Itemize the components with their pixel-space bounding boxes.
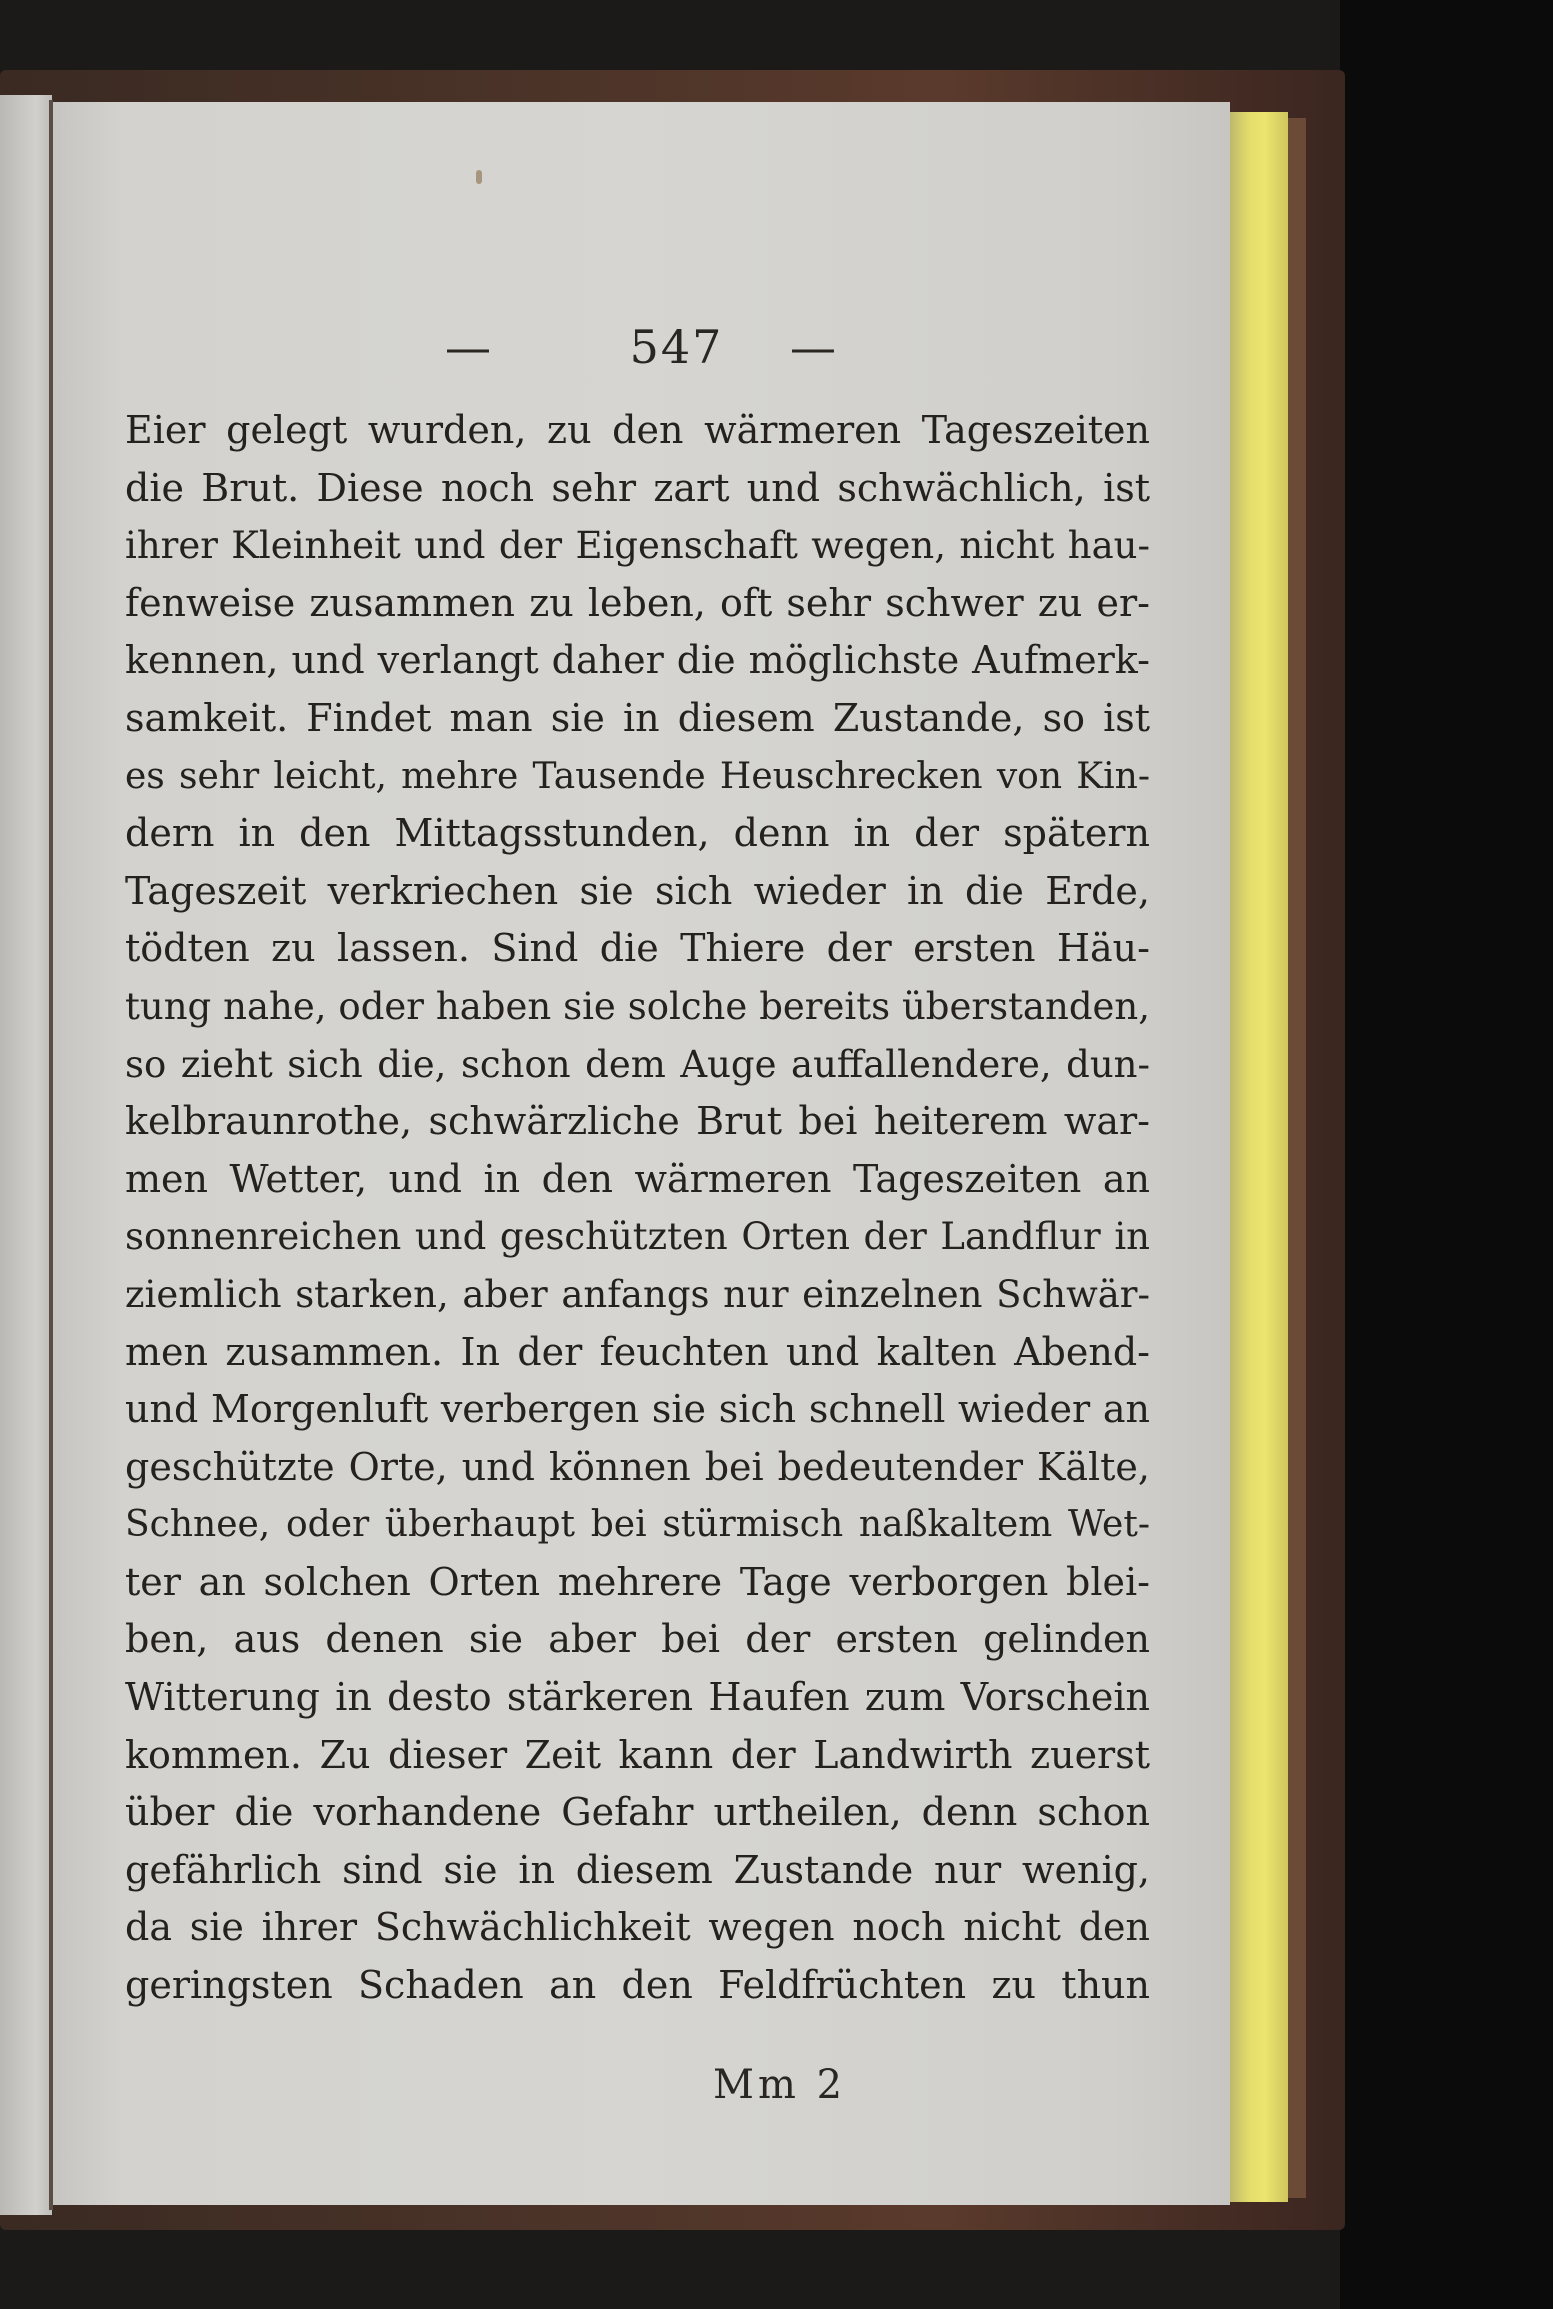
text-line: so zieht sich die, schon dem Auge auffallendere, dun- (125, 1042, 1150, 1086)
ink-smudge (476, 170, 482, 184)
signature-mark: Mm 2 (713, 2062, 847, 2108)
background-dark-edge (1340, 0, 1553, 2309)
binding-shadow (1288, 118, 1306, 2198)
text-line: tödten zu lassen. Sind die Thiere der ersten Häu- (125, 926, 1150, 971)
text-line: men Wetter, und in den wärmeren Tageszeiten an (125, 1156, 1150, 1201)
gilt-page-edge (1230, 112, 1288, 2202)
text-line: men zusammen. In der feuchten und kalten Abend- (125, 1329, 1150, 1374)
text-line: samkeit. Findet man sie in diesem Zustande, so ist (125, 695, 1150, 740)
text-line: ter an solchen Orten mehrere Tage verborgen blei- (125, 1559, 1150, 1604)
previous-page-edge (0, 95, 52, 2215)
text-line: ihrer Kleinheit und der Eigenschaft wegen, nicht hau- (125, 524, 1150, 568)
text-line: Eier gelegt wurden, zu den wärmeren Tageszeiten (125, 408, 1150, 452)
text-line: geringsten Schaden an den Feldfrüchten zu thun (125, 1963, 1150, 2008)
text-line: kelbraunrothe, schwärzliche Brut bei heiterem war- (125, 1099, 1150, 1144)
body-text (125, 402, 1150, 2015)
text-line: über die vorhandene Gefahr urtheilen, denn schon (125, 1790, 1150, 1835)
header-right-dash: — (790, 320, 839, 374)
book-page (53, 102, 1230, 2205)
text-line: kennen, und verlangt daher die möglichste Aufmerk- (125, 638, 1150, 683)
text-line: da sie ihrer Schwächlichkeit wegen noch nicht den (125, 1905, 1150, 1950)
text-line: kommen. Zu dieser Zeit kann der Landwirth zuerst (125, 1732, 1150, 1777)
text-line: die Brut. Diese noch sehr zart und schwächlich, ist (125, 465, 1150, 510)
text-line: Witterung in desto stärkeren Haufen zum Vorschein (125, 1675, 1150, 1720)
text-line: gefährlich sind sie in diesem Zustande nur wenig, (125, 1847, 1150, 1892)
page-header (53, 320, 1230, 374)
header-left-dash: — (444, 320, 493, 374)
text-line: und Morgenluft verbergen sie sich schnell wieder an (125, 1387, 1150, 1432)
text-line: geschützte Orte, und können bei bedeutender Kälte, (125, 1444, 1150, 1489)
text-line: Tageszeit verkriechen sie sich wieder in die Erde, (125, 868, 1150, 913)
text-line: tung nahe, oder haben sie solche bereits überstanden, (125, 984, 1150, 1028)
text-line: es sehr leicht, mehre Tausende Heuschrecken von Kin- (125, 755, 1150, 797)
page-number: 547 (629, 320, 724, 374)
text-line: fenweise zusammen zu leben, oft sehr schwer zu er- (125, 580, 1150, 625)
text-line: ben, aus denen sie aber bei der ersten gelinden (125, 1617, 1150, 1662)
text-line: Schnee, oder überhaupt bei stürmisch naßkaltem Wet- (125, 1504, 1150, 1546)
text-line: dern in den Mittagsstunden, denn in der spätern (125, 811, 1150, 856)
text-line: ziemlich starken, aber anfangs nur einzelnen Schwär- (125, 1272, 1150, 1316)
text-line: sonnenreichen und geschützten Orten der Landflur in (125, 1215, 1150, 1259)
